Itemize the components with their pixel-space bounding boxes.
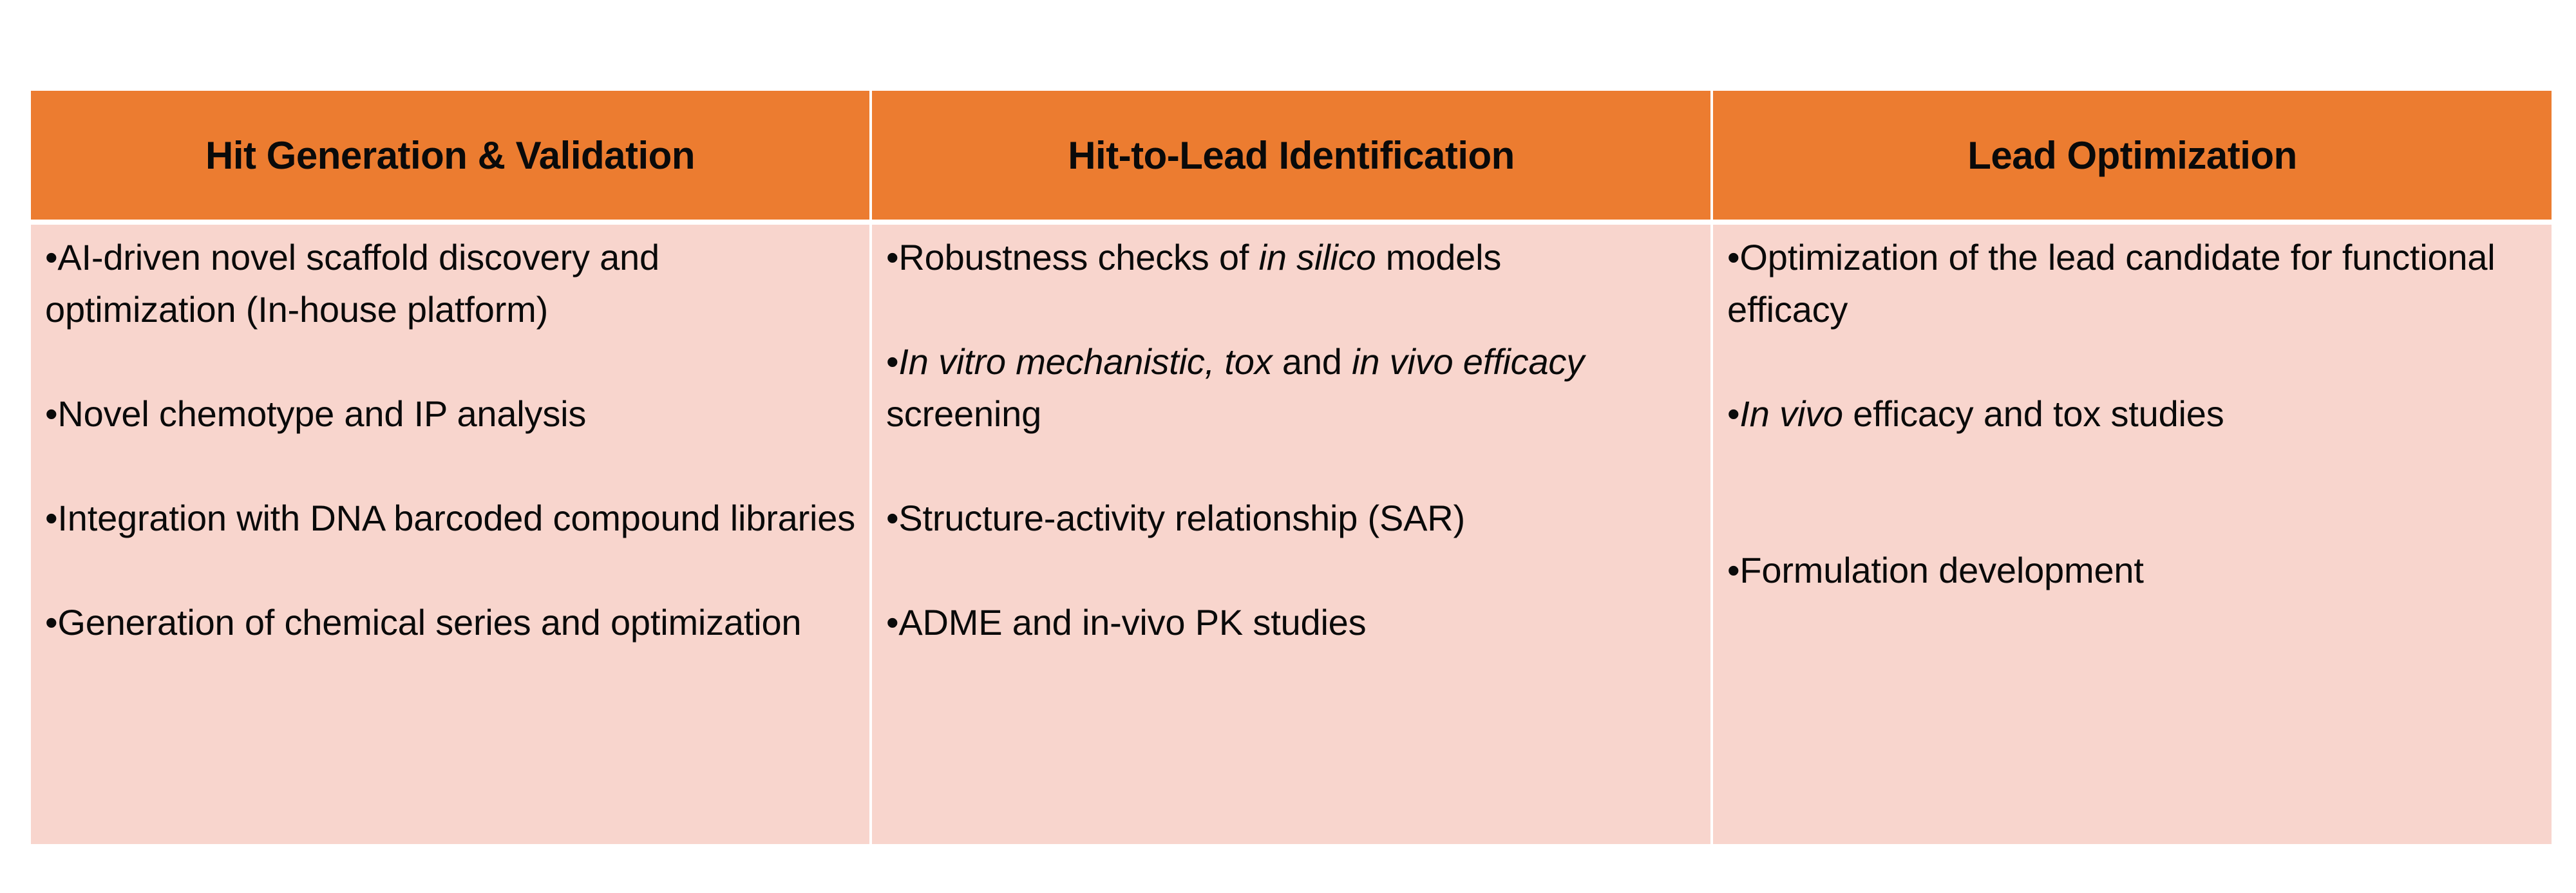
bullet-text: •Formulation development [1727,550,2144,590]
bullet-item [45,596,857,648]
bullet-text: efficacy and tox studies [1842,393,2224,434]
bullet-item [886,596,1698,648]
header-hit-generation: Hit Generation & Validation [31,91,869,220]
bullet-text: •Integration with DNA barcoded compound libraries [45,498,856,538]
header-lead-optimization: Lead Optimization [1713,91,2552,220]
bullet-item [1727,231,2539,335]
bullet-text: • [886,341,899,382]
bullet-item [886,492,1698,544]
bullet-item [1727,388,2539,440]
bullet-text: • [1727,393,1740,434]
bullet-text: In vivo [1739,393,1843,434]
bullet-item [1727,544,2539,596]
bullet-text: •Generation of chemical series and optimization [45,602,802,643]
bullet-text: screening [886,393,1042,434]
bullet-item [45,388,857,440]
bullet-text: •Robustness checks of [886,237,1259,277]
bullet-text: •Optimization of the lead candidate for functional efficacy [1727,237,2496,330]
bullet-text: In vitro mechanistic, tox [898,341,1273,382]
bullet-list [886,231,1698,648]
bullet-text: •Structure-activity relationship (SAR) [886,498,1465,538]
header-hit-to-lead: Hit-to-Lead Identification [872,91,1710,220]
bullet-text: •Novel chemotype and IP analysis [45,393,587,434]
bullet-item [45,492,857,544]
bullet-list [1727,231,2539,596]
bullet-list [45,231,857,648]
bullet-item [886,231,1698,283]
drug-discovery-stages-table [31,91,2552,844]
bullet-text: in silico [1258,237,1376,277]
bullet-item [45,231,857,335]
bullet-text: in vivo efficacy [1352,341,1585,382]
cell-hit-generation [31,225,869,844]
cell-hit-to-lead [872,225,1710,844]
bullet-text: models [1376,237,1502,277]
bullet-text: and [1272,341,1352,382]
cell-lead-optimization [1713,225,2552,844]
bullet-text: •ADME and in-vivo PK studies [886,602,1367,643]
bullet-item [886,335,1698,440]
bullet-text: •AI-driven novel scaffold discovery and optimization (In-house platform) [45,237,659,330]
